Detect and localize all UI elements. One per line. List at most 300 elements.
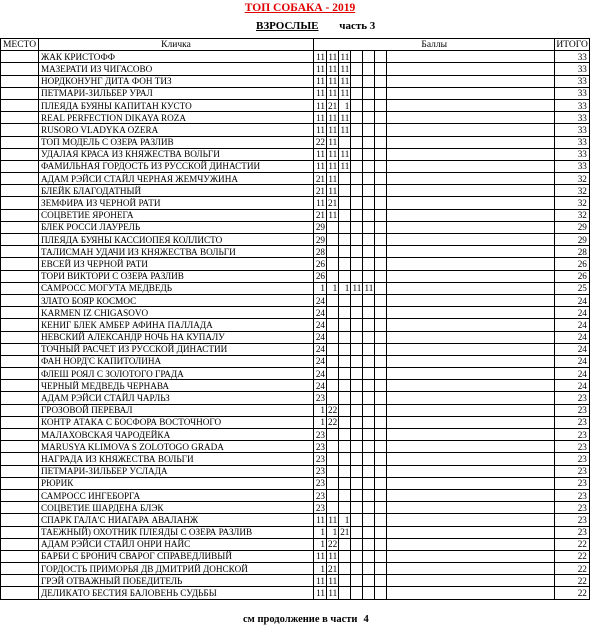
place-cell <box>1 307 39 319</box>
points-spacer-cell <box>387 160 555 172</box>
score-cell: 23 <box>314 392 327 404</box>
dog-name-cell: REAL PERFECTION DIKAYA ROZA <box>39 112 314 124</box>
table-row <box>1 550 590 562</box>
score-cell <box>363 465 375 477</box>
dog-name-cell: ГРЭЙ ОТВАЖНЫЙ ПОБЕДИТЕЛЬ <box>39 575 314 587</box>
points-spacer-cell <box>387 477 555 489</box>
table-row <box>1 160 590 172</box>
score-cell <box>363 453 375 465</box>
place-cell <box>1 404 39 416</box>
place-cell <box>1 489 39 501</box>
score-cell: 1 <box>314 526 327 538</box>
score-cell: 11 <box>314 51 327 63</box>
score-cell: 11 <box>314 587 327 599</box>
score-cell <box>351 380 363 392</box>
score-cell: 29 <box>314 221 327 233</box>
place-cell <box>1 51 39 63</box>
score-cell <box>339 453 351 465</box>
score-cell <box>375 380 387 392</box>
dog-name-cell: ПЕТМАРИ-ЗИЛЬБЕР УРАЛ <box>39 87 314 99</box>
total-cell: 24 <box>555 355 590 367</box>
points-spacer-cell <box>387 294 555 306</box>
score-cell <box>363 514 375 526</box>
score-cell <box>339 392 351 404</box>
place-cell <box>1 514 39 526</box>
total-cell: 23 <box>555 392 590 404</box>
score-cell <box>339 173 351 185</box>
points-spacer-cell <box>387 197 555 209</box>
table-row <box>1 429 590 441</box>
table-row <box>1 380 590 392</box>
score-cell <box>363 112 375 124</box>
dog-name-cell: ПЛЕЯДА БУЯНЫ КАПИТАН КУСТО <box>39 99 314 111</box>
score-cell <box>375 489 387 501</box>
place-cell <box>1 124 39 136</box>
dog-name-cell: КЕНИГ БЛЕК АМБЕР АФИНА ПАЛЛАДА <box>39 319 314 331</box>
table-row <box>1 416 590 428</box>
score-cell <box>375 185 387 197</box>
total-cell: 24 <box>555 343 590 355</box>
place-cell <box>1 112 39 124</box>
total-cell: 23 <box>555 514 590 526</box>
score-cell <box>351 63 363 75</box>
score-cell <box>339 258 351 270</box>
total-cell: 22 <box>555 575 590 587</box>
table-row <box>1 209 590 221</box>
table-row <box>1 307 590 319</box>
table-row <box>1 514 590 526</box>
footer-note: см продолжение в части 4 <box>243 614 369 625</box>
place-cell <box>1 477 39 489</box>
score-cell: 11 <box>314 112 327 124</box>
dog-name-cell: СПАРК ГАЛА'С НИАГАРА АВАЛАНЖ <box>39 514 314 526</box>
dog-name-cell: МАЗЕРАТИ ИЗ ЧИГАСОВО <box>39 63 314 75</box>
score-cell: 24 <box>314 319 327 331</box>
score-cell <box>363 136 375 148</box>
score-cell: 11 <box>314 99 327 111</box>
page-title: ТОП СОБАКА - 2019 <box>244 2 356 14</box>
dog-name-cell: МАЛАХОВСКАЯ ЧАРОДЕЙКА <box>39 429 314 441</box>
total-cell: 23 <box>555 429 590 441</box>
score-cell <box>363 270 375 282</box>
total-cell: 23 <box>555 416 590 428</box>
dog-name-cell: ГРОЗОВОЙ ПЕРЕВАЛ <box>39 404 314 416</box>
score-cell: 11 <box>314 87 327 99</box>
score-cell <box>327 343 339 355</box>
points-spacer-cell <box>387 441 555 453</box>
place-cell <box>1 355 39 367</box>
score-cell: 11 <box>328 588 338 599</box>
score-cell <box>363 331 375 343</box>
score-cell: 1 <box>327 282 339 294</box>
score-cell: 1 <box>314 563 327 575</box>
score-cell <box>339 502 351 514</box>
place-cell <box>1 575 39 587</box>
score-cell <box>363 575 375 587</box>
points-spacer-cell <box>387 368 555 380</box>
place-cell <box>1 234 39 246</box>
dog-name-cell: ГОРДОСТЬ ПРИМОРЬЯ ДВ ДМИТРИЙ ДОНСКОЙ <box>39 563 314 575</box>
score-cell <box>363 258 375 270</box>
table-row <box>1 294 590 306</box>
score-cell <box>327 258 339 270</box>
score-cell: 11 <box>340 112 350 123</box>
score-cell <box>375 514 387 526</box>
score-cell: 21 <box>314 185 327 197</box>
score-cell: 11 <box>328 51 338 62</box>
points-spacer-cell <box>387 514 555 526</box>
place-cell <box>1 270 39 282</box>
score-cell <box>339 404 351 416</box>
total-cell: 33 <box>555 124 590 136</box>
score-cell: 23 <box>314 489 327 501</box>
score-cell: 11 <box>314 575 327 587</box>
score-cell <box>375 258 387 270</box>
score-cell <box>351 246 363 258</box>
score-cell: 23 <box>314 465 327 477</box>
score-cell <box>363 294 375 306</box>
score-cell <box>363 148 375 160</box>
dog-name-cell: RUSORO VLADYKA OZERA <box>39 124 314 136</box>
total-cell: 23 <box>555 526 590 538</box>
score-cell <box>363 538 375 550</box>
score-cell <box>351 331 363 343</box>
score-cell <box>363 124 375 136</box>
score-cell <box>351 148 363 160</box>
dog-name-cell: ПЛЕЯДА БУЯНЫ КАССИОПЕЯ КОЛЛИСТО <box>39 234 314 246</box>
score-cell <box>375 429 387 441</box>
total-cell: 33 <box>555 51 590 63</box>
dog-name-cell: СОЦВЕТИЕ ЯРОНЕГА <box>39 209 314 221</box>
score-cell <box>375 148 387 160</box>
place-cell <box>1 258 39 270</box>
points-spacer-cell <box>387 282 555 294</box>
score-cell: 11 <box>364 283 374 294</box>
place-cell <box>1 429 39 441</box>
score-cell <box>327 502 339 514</box>
score-cell <box>363 429 375 441</box>
score-cell <box>339 319 351 331</box>
score-cell <box>351 550 363 562</box>
score-cell <box>351 502 363 514</box>
score-cell <box>375 136 387 148</box>
place-cell <box>1 331 39 343</box>
score-cell: 21 <box>328 563 338 574</box>
score-cell <box>375 124 387 136</box>
score-cell: 11 <box>328 575 338 586</box>
dog-name-cell: ФАМИЛЬНАЯ ГОРДОСТЬ ИЗ РУССКОЙ ДИНАСТИИ <box>39 160 314 172</box>
place-cell <box>1 563 39 575</box>
points-spacer-cell <box>387 148 555 160</box>
score-cell <box>351 197 363 209</box>
score-cell <box>351 416 363 428</box>
score-cell: 1 <box>339 282 351 294</box>
dog-name-cell: KARMEN IZ CHIGASOVO <box>39 307 314 319</box>
total-cell: 33 <box>555 99 590 111</box>
total-cell: 32 <box>555 173 590 185</box>
score-cell <box>351 404 363 416</box>
score-cell <box>375 477 387 489</box>
score-cell: 1 <box>314 404 327 416</box>
score-cell: 11 <box>328 173 338 184</box>
score-cell <box>375 63 387 75</box>
dog-name-cell: ТОП МОДЕЛЬ С ОЗЕРА РАЗЛИВ <box>39 136 314 148</box>
table-body <box>1 51 590 599</box>
place-cell <box>1 526 39 538</box>
score-cell <box>339 441 351 453</box>
dog-name-cell: ПЕТМАРИ-ЗИЛЬБЕР УСЛАДА <box>39 465 314 477</box>
points-spacer-cell <box>387 234 555 246</box>
score-cell <box>351 173 363 185</box>
score-cell <box>339 294 351 306</box>
score-cell <box>351 75 363 87</box>
score-cell <box>363 63 375 75</box>
score-cell <box>339 197 351 209</box>
score-cell: 24 <box>314 331 327 343</box>
table-row <box>1 112 590 124</box>
score-cell <box>363 75 375 87</box>
table-row <box>1 87 590 99</box>
score-cell: 22 <box>314 136 327 148</box>
score-cell <box>375 87 387 99</box>
score-cell <box>375 392 387 404</box>
score-cell <box>351 221 363 233</box>
score-cell: 23 <box>314 502 327 514</box>
score-cell <box>375 331 387 343</box>
table-row <box>1 124 590 136</box>
score-cell <box>327 477 339 489</box>
total-cell: 25 <box>555 282 590 294</box>
score-cell <box>351 307 363 319</box>
score-cell <box>375 282 387 294</box>
total-cell: 22 <box>555 563 590 575</box>
score-cell <box>351 124 363 136</box>
points-spacer-cell <box>387 75 555 87</box>
score-cell <box>339 575 351 587</box>
dog-name-cell: БЛЕЙК БЛАГОДАТНЫЙ <box>39 185 314 197</box>
place-cell <box>1 343 39 355</box>
place-cell <box>1 246 39 258</box>
total-cell: 33 <box>555 87 590 99</box>
score-cell: 11 <box>340 76 350 87</box>
score-cell <box>363 392 375 404</box>
table-row <box>1 404 590 416</box>
score-cell <box>351 392 363 404</box>
points-spacer-cell <box>387 99 555 111</box>
table-row <box>1 282 590 294</box>
score-cell: 1 <box>314 416 327 428</box>
total-cell: 33 <box>555 112 590 124</box>
score-cell <box>363 355 375 367</box>
score-cell <box>339 307 351 319</box>
score-cell: 24 <box>314 355 327 367</box>
score-cell <box>339 221 351 233</box>
total-cell: 26 <box>555 270 590 282</box>
score-cell: 21 <box>340 527 350 538</box>
table-row <box>1 221 590 233</box>
score-cell: 26 <box>314 258 327 270</box>
score-cell <box>351 99 363 111</box>
score-cell: 1 <box>327 526 339 538</box>
score-cell <box>351 441 363 453</box>
points-spacer-cell <box>387 465 555 477</box>
total-cell: 33 <box>555 148 590 160</box>
points-spacer-cell <box>387 209 555 221</box>
table-row <box>1 173 590 185</box>
score-cell <box>327 453 339 465</box>
score-cell: 1 <box>339 514 351 526</box>
score-cell <box>363 380 375 392</box>
score-cell <box>363 563 375 575</box>
score-cell <box>327 234 339 246</box>
total-cell: 24 <box>555 307 590 319</box>
table-row <box>1 331 590 343</box>
total-cell: 29 <box>555 221 590 233</box>
table-row <box>1 75 590 87</box>
points-spacer-cell <box>387 307 555 319</box>
score-cell <box>339 465 351 477</box>
points-spacer-cell <box>387 124 555 136</box>
place-cell <box>1 587 39 599</box>
dog-name-cell: ТОЧНЫЙ РАСЧЕТ ИЗ РУССКОЙ ДИНАСТИИ <box>39 343 314 355</box>
dog-name-cell: ФАН НОРД'С КАПИТОЛИНА <box>39 355 314 367</box>
table-row <box>1 368 590 380</box>
score-cell <box>351 538 363 550</box>
score-cell: 11 <box>340 161 350 172</box>
score-cell: 11 <box>328 63 338 74</box>
total-cell: 33 <box>555 63 590 75</box>
place-cell <box>1 550 39 562</box>
score-cell: 11 <box>328 137 338 148</box>
table-row <box>1 258 590 270</box>
points-spacer-cell <box>387 258 555 270</box>
table-row <box>1 197 590 209</box>
score-cell <box>375 453 387 465</box>
score-cell <box>363 87 375 99</box>
points-spacer-cell <box>387 221 555 233</box>
score-cell <box>351 514 363 526</box>
score-cell <box>327 246 339 258</box>
place-cell <box>1 441 39 453</box>
score-cell: 11 <box>328 149 338 160</box>
total-cell: 23 <box>555 404 590 416</box>
score-cell <box>351 185 363 197</box>
place-cell <box>1 392 39 404</box>
total-cell: 26 <box>555 258 590 270</box>
score-cell <box>327 355 339 367</box>
dog-name-cell: САМРОСС ИНГЕБОРГА <box>39 489 314 501</box>
dog-name-cell: ТАЛИСМАН УДАЧИ ИЗ КНЯЖЕСТВА ВОЛЬГИ <box>39 246 314 258</box>
score-cell <box>339 429 351 441</box>
place-cell <box>1 221 39 233</box>
total-cell: 24 <box>555 319 590 331</box>
points-spacer-cell <box>387 392 555 404</box>
table-row <box>1 575 590 587</box>
score-cell: 11 <box>340 124 350 135</box>
score-cell <box>363 160 375 172</box>
score-cell <box>339 209 351 221</box>
score-cell <box>351 258 363 270</box>
score-cell <box>375 550 387 562</box>
score-cell <box>375 465 387 477</box>
points-spacer-cell <box>387 587 555 599</box>
total-cell: 33 <box>555 136 590 148</box>
table-row <box>1 319 590 331</box>
score-cell <box>351 319 363 331</box>
score-cell <box>351 526 363 538</box>
points-spacer-cell <box>387 173 555 185</box>
points-spacer-cell <box>387 246 555 258</box>
score-cell <box>339 246 351 258</box>
table-row <box>1 502 590 514</box>
score-cell: 11 <box>328 124 338 135</box>
score-cell <box>327 465 339 477</box>
score-cell <box>375 51 387 63</box>
dog-name-cell: САМРОСС МОГУТА МЕДВЕДЬ <box>39 282 314 294</box>
total-cell: 32 <box>555 185 590 197</box>
score-cell: 23 <box>314 477 327 489</box>
table-row <box>1 526 590 538</box>
points-spacer-cell <box>387 185 555 197</box>
dog-name-cell: MARUSYA KLIMOVA S ZOLOTOGO GRADA <box>39 441 314 453</box>
total-cell: 24 <box>555 368 590 380</box>
dog-name-cell: АДАМ РЭЙСИ СТАЙЛ ЧАРЛЬЗ <box>39 392 314 404</box>
points-spacer-cell <box>387 87 555 99</box>
dog-name-cell: ЗЛАТО БОЯР КОСМОС <box>39 294 314 306</box>
place-cell <box>1 453 39 465</box>
score-cell: 23 <box>314 453 327 465</box>
score-cell: 22 <box>328 405 338 416</box>
score-cell: 21 <box>314 173 327 185</box>
score-cell <box>339 355 351 367</box>
place-cell <box>1 502 39 514</box>
score-cell <box>363 477 375 489</box>
score-cell <box>351 51 363 63</box>
points-spacer-cell <box>387 550 555 562</box>
score-cell <box>351 112 363 124</box>
score-cell: 11 <box>340 149 350 160</box>
score-cell <box>363 221 375 233</box>
score-cell <box>363 173 375 185</box>
table-row <box>1 465 590 477</box>
dog-name-cell: БЛЕК РОССИ ЛАУРЕЛЬ <box>39 221 314 233</box>
score-cell: 28 <box>314 246 327 258</box>
score-cell <box>351 489 363 501</box>
score-cell: 11 <box>328 185 338 196</box>
dog-name-cell: ЗЕМФИРА ИЗ ЧЕРНОЙ РАТИ <box>39 197 314 209</box>
place-header: МЕСТО <box>1 39 39 51</box>
score-cell: 11 <box>328 161 338 172</box>
dog-name-cell: НАГРАДА ИЗ КНЯЖЕСТВА ВОЛЬГИ <box>39 453 314 465</box>
score-cell <box>339 477 351 489</box>
score-cell: 11 <box>314 514 327 526</box>
place-cell <box>1 99 39 111</box>
score-cell <box>375 587 387 599</box>
points-spacer-cell <box>387 331 555 343</box>
score-cell: 24 <box>314 343 327 355</box>
points-spacer-cell <box>387 112 555 124</box>
score-cell <box>363 489 375 501</box>
score-cell: 1 <box>314 538 327 550</box>
table-row <box>1 136 590 148</box>
score-cell <box>375 294 387 306</box>
dog-name-cell: ТОРИ ВИКТОРИ С ОЗЕРА РАЗЛИВ <box>39 270 314 282</box>
score-cell <box>351 343 363 355</box>
table-row <box>1 185 590 197</box>
place-cell <box>1 465 39 477</box>
table-row <box>1 51 590 63</box>
score-cell <box>351 477 363 489</box>
